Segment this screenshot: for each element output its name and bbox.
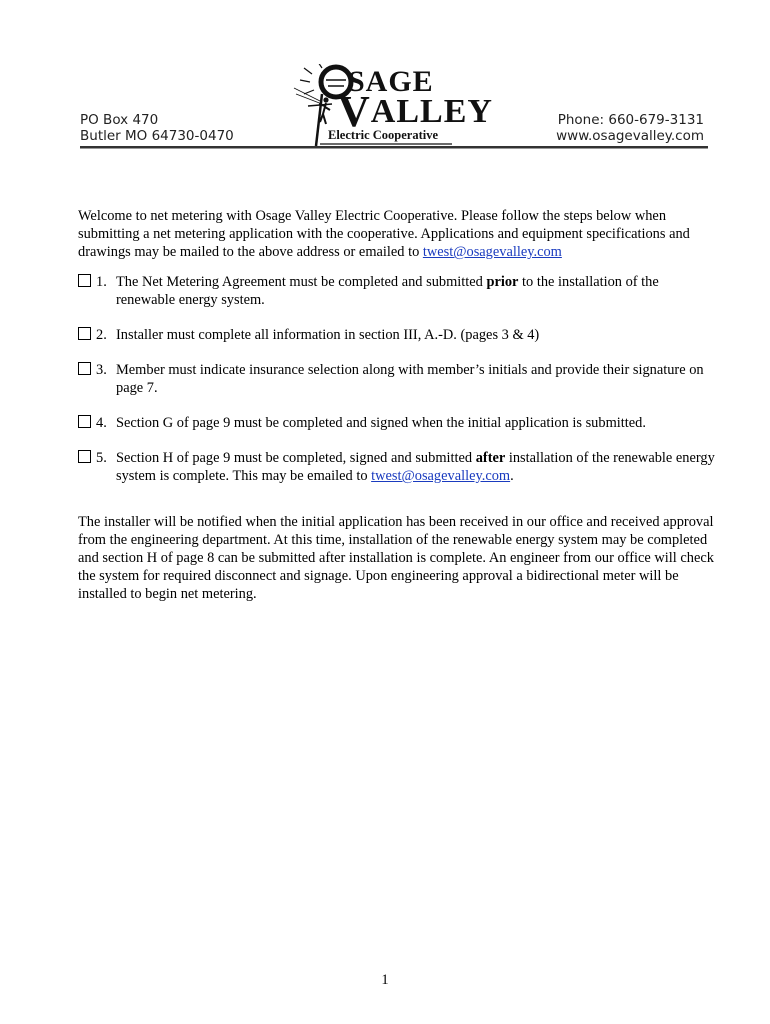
step-number: 1. — [96, 274, 107, 290]
logo-word-alley: VALLEY — [338, 87, 493, 136]
step-text: Section H of page 9 must be completed, signed and submitted after installation of the renewable energy system is complete. This may be emailed to twest@osagevalley.com. — [116, 450, 715, 484]
header-contact — [556, 112, 704, 144]
step-checkbox-2[interactable] — [78, 327, 91, 340]
step-item-3 — [78, 361, 718, 397]
step-number: 5. — [96, 450, 107, 466]
step-text: Section G of page 9 must be completed and signed when the initial application is submitted. — [116, 415, 646, 431]
step-checkbox-1[interactable] — [78, 274, 91, 287]
step-checkbox-5[interactable] — [78, 450, 91, 463]
step-text: Member must indicate insurance selection along with member’s initials and provide their signature on page 7. — [116, 362, 704, 396]
header-divider — [80, 146, 708, 148]
intro-email-link[interactable]: twest@osagevalley.com — [422, 244, 562, 260]
step-number: 2. — [96, 327, 107, 343]
step-5-email-link[interactable]: twest@osagevalley.com — [371, 468, 511, 484]
company-logo — [292, 64, 493, 150]
step-text: The Net Metering Agreement must be completed and submitted prior to the installation of the renewable energy system. — [116, 274, 659, 308]
address-line-2: Butler MO 64730-0470 — [80, 128, 234, 144]
step-item-4 — [78, 414, 718, 432]
step-item-2 — [78, 326, 718, 344]
document-body — [78, 207, 718, 603]
step-item-1 — [78, 273, 718, 309]
step-number: 4. — [96, 415, 107, 431]
address-line-1: PO Box 470 — [80, 112, 159, 128]
logo-tagline: Electric Cooperative — [328, 128, 439, 142]
website-url: www.osagevalley.com — [556, 128, 704, 144]
intro-paragraph: Welcome to net metering with Osage Valley Electric Cooperative. Please follow the steps below when submitting a net metering application with the cooperative. Applications and equipment specifications and drawings may be mailed to the above address or emailed to twest@osagevalley.com — [78, 208, 690, 260]
phone-number: Phone: 660-679-3131 — [557, 112, 704, 128]
step-text: Installer must complete all information in section III, A.-D. (pages 3 & 4) — [116, 327, 540, 343]
step-item-5 — [78, 449, 718, 485]
step-checkbox-3[interactable] — [78, 362, 91, 375]
step-checkbox-4[interactable] — [78, 415, 91, 428]
step-number: 3. — [96, 362, 107, 378]
page-number: 1 — [381, 972, 389, 988]
header-address — [80, 112, 234, 144]
closing-paragraph: The installer will be notified when the initial application has been received in our office and received approval from the engineering department. At this time, installation of the renewable energy system may be completed and section H of page 8 can be submitted after installation is complete. An engineer from our office will check the system for required disconnect and signage. Upon engineering approval a bidirectional meter will be installed to begin net metering. — [78, 514, 714, 602]
logo-word-sage: SAGE — [348, 65, 434, 98]
